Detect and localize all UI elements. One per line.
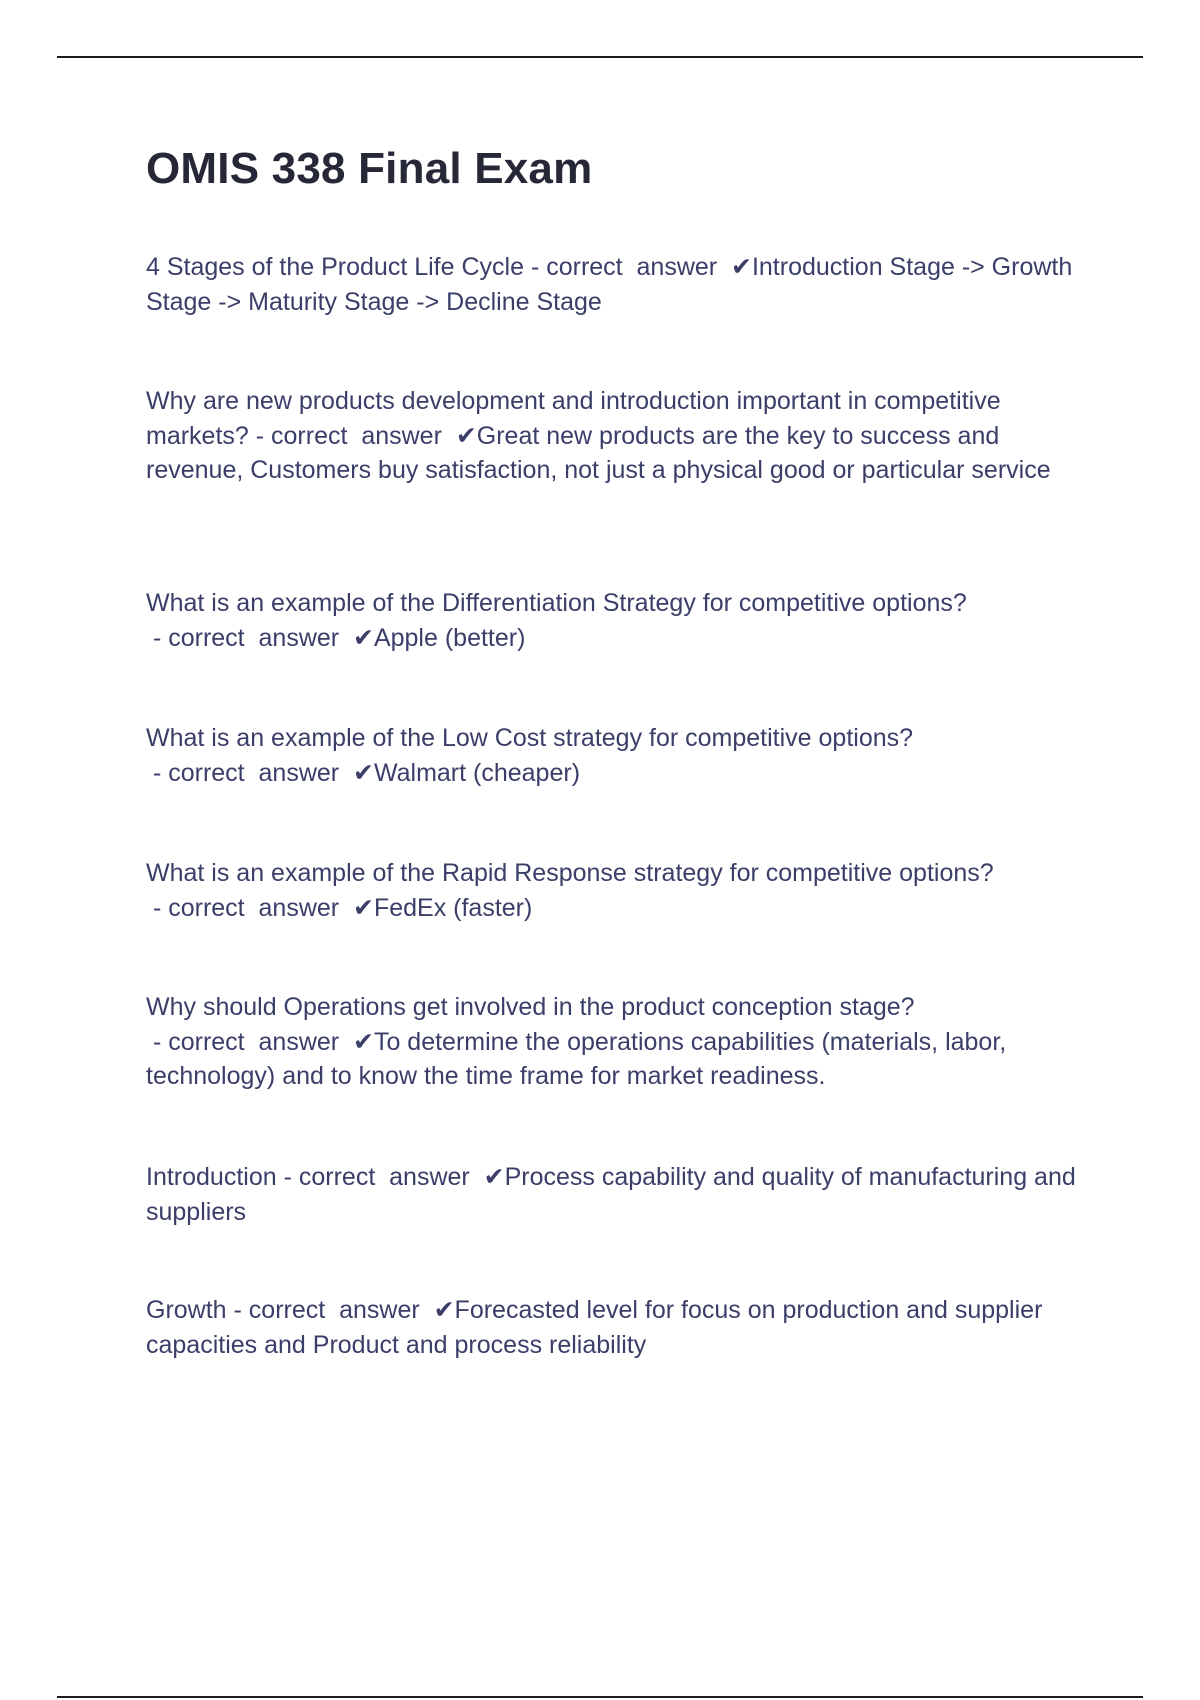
question-text: What is an example of the Rapid Response strategy for competitive options?	[146, 859, 994, 887]
check-icon: ✔	[353, 1027, 374, 1056]
question-text: What is an example of the Low Cost strategy for competitive options?	[146, 724, 914, 752]
qa-item	[146, 990, 1096, 1094]
question-text: Introduction	[146, 1163, 277, 1191]
question-text: Growth	[146, 1296, 227, 1324]
document-title: OMIS 338 Final Exam	[146, 144, 593, 193]
bottom-divider	[57, 1696, 1143, 1698]
check-icon: ✔	[353, 758, 374, 787]
check-icon: ✔	[433, 1296, 455, 1324]
check-icon: ✔	[731, 253, 752, 281]
answer-text: FedEx (faster)	[373, 893, 533, 922]
answer-text: Process capability and quality of manufacturing and suppliers	[146, 1163, 1076, 1226]
answer-label: - correct answer	[146, 1027, 353, 1056]
answer-text: To determine the operations capabilities (materials, labor, technology) and to know the time frame for market readiness.	[146, 1027, 1007, 1090]
answer-label: - correct answer	[146, 623, 353, 652]
answer-text: Introduction Stage -> Growth Stage -> Maturity Stage -> Decline Stage	[146, 253, 1073, 316]
qa-item	[146, 250, 1096, 319]
qa-item	[146, 721, 1096, 790]
question-text: Why should Operations get involved in the product conception stage?	[146, 993, 915, 1021]
answer-label: - correct answer	[248, 421, 456, 450]
qa-item	[146, 384, 1096, 488]
answer-text: Apple (better)	[373, 623, 526, 652]
answer-text: Great new products are the key to success and revenue, Customers buy satisfaction, not just a physical good or particular service	[146, 421, 1051, 484]
check-icon: ✔	[455, 421, 477, 450]
answer-label: - correct answer	[146, 893, 353, 922]
answer-label: - correct answer	[146, 758, 353, 787]
qa-item	[146, 1160, 1096, 1229]
answer-label: - correct answer	[226, 1296, 434, 1324]
answer-text: Walmart (cheaper)	[373, 758, 581, 787]
question-text: Why are new products development and introduction important in competitive markets?	[146, 387, 1001, 450]
answer-label: - correct answer	[524, 253, 731, 281]
qa-item	[146, 1293, 1096, 1362]
check-icon: ✔	[353, 623, 374, 652]
answer-label: - correct answer	[276, 1163, 484, 1191]
top-divider	[57, 56, 1143, 58]
qa-item	[146, 586, 1096, 655]
check-icon: ✔	[483, 1163, 505, 1191]
check-icon: ✔	[353, 893, 374, 922]
qa-item	[146, 856, 1096, 925]
answer-text: Forecasted level for focus on production and supplier capacities and Product and process reliability	[146, 1296, 1043, 1359]
question-text: 4 Stages of the Product Life Cycle	[146, 253, 524, 281]
question-text: What is an example of the Differentiation Strategy for competitive options?	[146, 589, 967, 617]
